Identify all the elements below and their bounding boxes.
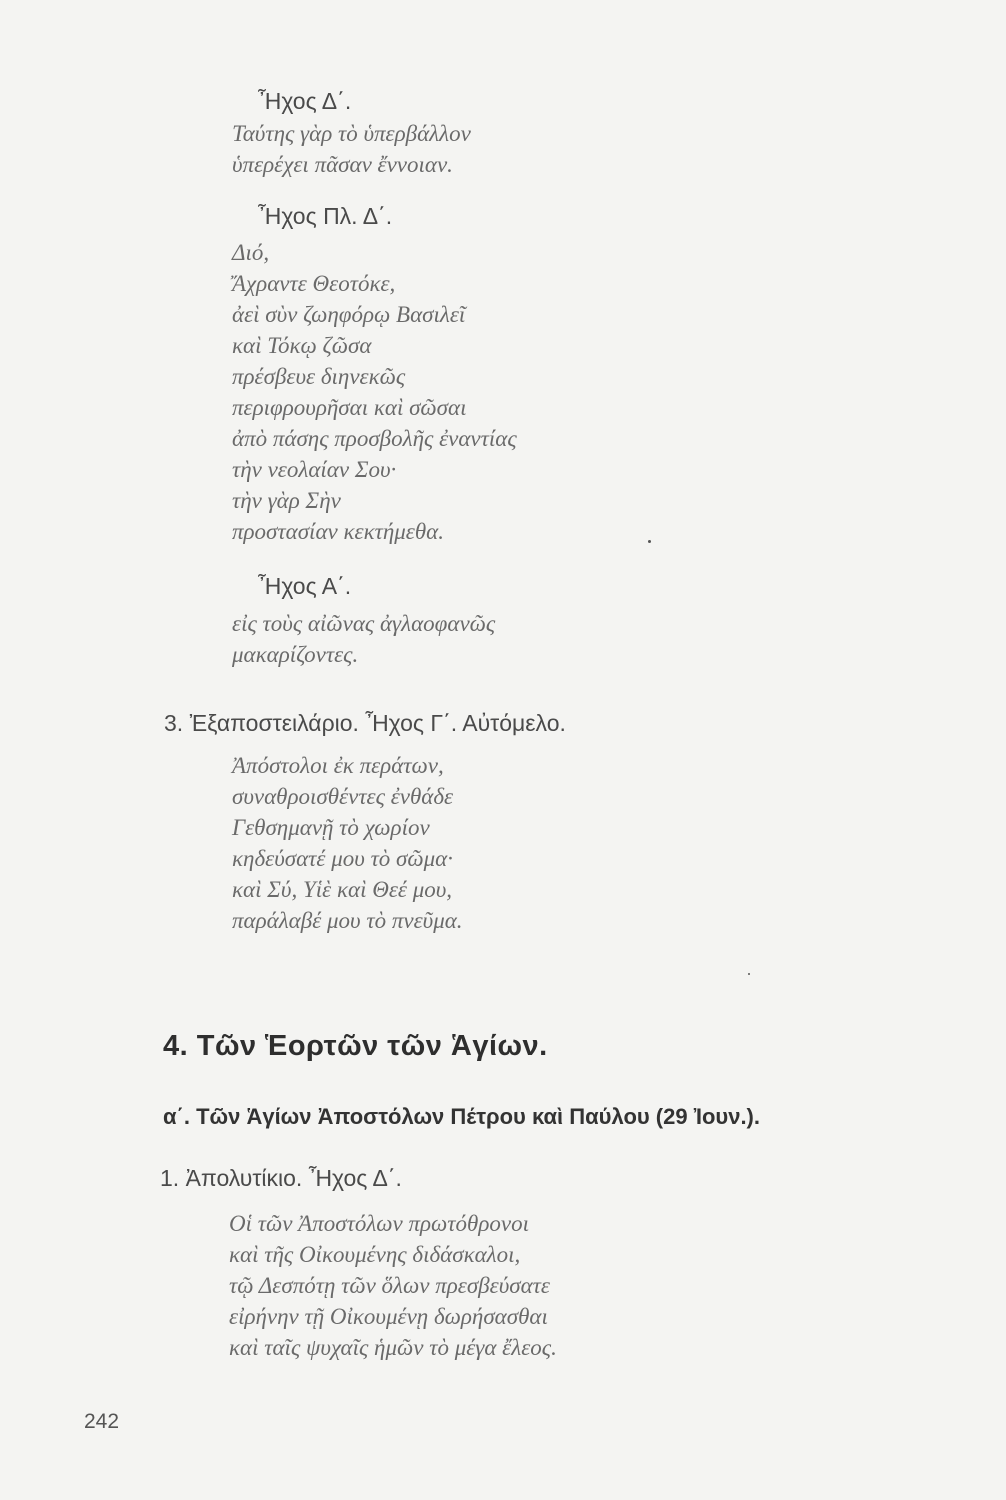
verse-line: συναθροισθέντες ἐνθάδε	[232, 784, 454, 809]
verse-line: Ταύτης γὰρ τὸ ὑπερβάλλον	[232, 121, 471, 146]
verse-line: καὶ Τόκῳ ζῶσα	[232, 333, 372, 358]
verse-line: πρέσβευε διηνεκῶς	[232, 364, 406, 389]
verse-line: ἀπὸ πάσης προσβολῆς ἐναντίας	[232, 426, 517, 451]
verses-tone-a	[232, 608, 495, 670]
verse-line: καὶ ταῖς ψυχαῖς ἡμῶν τὸ μέγα ἔλεος.	[229, 1335, 557, 1360]
verse-line: Οἱ τῶν Ἀποστόλων πρωτόθρονοι	[229, 1211, 529, 1236]
page-number: 242	[84, 1410, 120, 1433]
verse-line: προστασίαν κεκτήμεθα.	[232, 519, 444, 544]
verse-line: καὶ τῆς Οἰκουμένης διδάσκαλοι,	[229, 1242, 521, 1267]
verse-line: τῷ Δεσπότῃ τῶν ὅλων πρεσβεύσατε	[229, 1273, 550, 1298]
verse-line: ἀεὶ σὺν ζωηφόρῳ Βασιλεῖ	[232, 302, 466, 327]
verses-tone-pl-d	[232, 237, 517, 547]
apolytikion-verses	[229, 1208, 557, 1363]
verse-line: καὶ Σύ, Υἱὲ καὶ Θεέ μου,	[232, 877, 453, 902]
verse-line: Διό,	[232, 240, 270, 265]
verse-line: Ἀπόστολοι ἐκ περάτων,	[232, 753, 444, 778]
verse-line: περιφρουρῆσαι καὶ σῶσαι	[232, 395, 467, 420]
rubric-tone-pl-d: Ἦχος Πλ. Δ΄.	[258, 203, 393, 229]
verse-line: κηδεύσατέ μου τὸ σῶμα·	[232, 846, 454, 871]
verse-line: τὴν γὰρ Σὴν	[232, 488, 341, 513]
verses-tone-d	[232, 118, 471, 180]
verse-line: εἰρήνην τῇ Οἰκουμένῃ δωρήσασθαι	[229, 1304, 548, 1329]
exaposteilarion-verses	[232, 750, 463, 936]
verse-line: Ἄχραντε Θεοτόκε,	[232, 271, 396, 296]
section-subheading: α΄. Τῶν Ἁγίων Ἀποστόλων Πέτρου καὶ Παύλου (29 Ἰουν.).	[163, 1104, 760, 1129]
exaposteilarion-title: 3. Ἐξαποστειλάριο. Ἦχος Γ΄. Αὐτόμελο.	[164, 710, 566, 736]
rubric-tone-d: Ἦχος Δ΄.	[258, 88, 352, 114]
apolytikion-title: 1. Ἀπολυτίκιο. Ἦχος Δ΄.	[160, 1165, 402, 1191]
verse-line: μακαρίζοντες.	[232, 642, 359, 667]
page-speck	[648, 540, 651, 543]
verse-line: εἰς τοὺς αἰῶνας ἀγλαοφανῶς	[232, 611, 496, 636]
rubric-tone-a: Ἦχος Α΄.	[258, 573, 352, 599]
verse-line: τὴν νεολαίαν Σου·	[232, 457, 397, 482]
section-heading: 4. Τῶν Ἑορτῶν τῶν Ἁγίων.	[163, 1030, 548, 1062]
verse-line: ὑπερέχει πᾶσαν ἔννοιαν.	[232, 152, 453, 177]
verse-line: Γεθσημανῇ τὸ χωρίον	[232, 815, 430, 840]
verse-line: παράλαβέ μου τὸ πνεῦμα.	[232, 908, 463, 933]
page-speck	[748, 973, 750, 975]
